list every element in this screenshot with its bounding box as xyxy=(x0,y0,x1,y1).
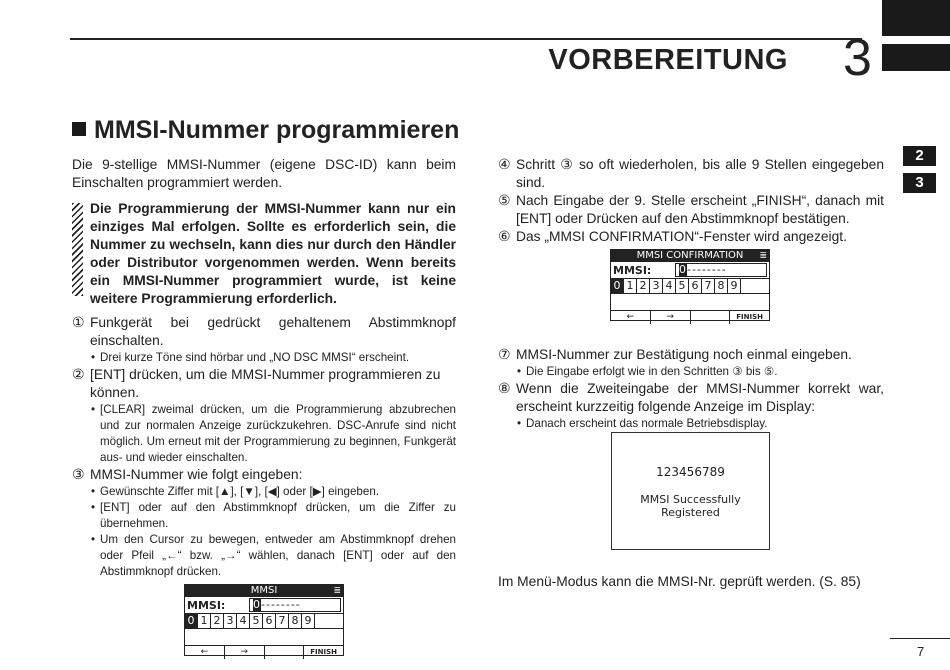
mmsi-value xyxy=(675,263,767,277)
mmsi-row xyxy=(611,262,769,279)
display-title: MMSI xyxy=(250,585,278,596)
step-4 xyxy=(498,156,884,192)
success-display xyxy=(611,432,770,550)
digit-key: 8 xyxy=(289,614,302,628)
side-tab-2: 2 xyxy=(903,146,936,166)
soft-key-empty xyxy=(691,311,731,324)
edge-mark xyxy=(882,44,950,71)
note-text: Drei kurze Töne sind hörbar und „NO DSC MMSI“ erscheint. xyxy=(100,351,410,364)
right-arrow-icon: → xyxy=(225,646,265,659)
step-text: Das „MMSI CONFIRMATION“-Fenster wird angezeigt. xyxy=(516,229,847,244)
soft-key-bar xyxy=(185,645,343,659)
step-note: • Drei kurze Töne sind hörbar und „NO DSC MMSI“ erscheint. xyxy=(91,351,410,364)
digit-key: 7 xyxy=(276,614,289,628)
step-number: ④ xyxy=(498,157,511,172)
step-text: Wenn die Zweiteingabe der MMSI-Nummer korrekt war, erscheint kurzzeitig folgende Anzeige im Display: xyxy=(516,381,884,414)
note-text: Um den Cursor zu bewegen, entweder am Abstimmknopf drehen oder Pfeil „←“ bzw. „→“ wählen, danach [ENT] oder auf den Abstimmknopf drücken. xyxy=(100,533,456,578)
step-note: • Die Eingabe erfolgt wie in den Schritten ③ bis ⑤. xyxy=(517,365,778,378)
step-5 xyxy=(498,192,884,228)
digit-key: 0 xyxy=(611,279,624,293)
menu-icon: ≣ xyxy=(759,251,767,261)
step-number: ⑦ xyxy=(498,347,511,362)
menu-mode-note: Im Menü-Modus kann die MMSI-Nr. geprüft werden. (S. 85) xyxy=(498,574,861,589)
side-tab-3: 3 xyxy=(903,173,936,193)
digit-key: 3 xyxy=(650,279,663,293)
step-8 xyxy=(498,380,884,416)
step-1 xyxy=(72,314,456,350)
step-note: • Um den Cursor zu bewegen, entweder am Abstimmknopf drehen oder Pfeil „←“ bzw. „→“ wählen, danach [ENT] oder auf den Abstimmknopf drücken. xyxy=(91,533,456,578)
step-text: Funkgerät bei gedrückt gehaltenem Abstimmknopf einschalten. xyxy=(90,315,456,348)
digit-selector xyxy=(185,614,343,629)
note-text: Danach erscheint das normale Betriebsdisplay. xyxy=(526,417,768,430)
digit-key: 1 xyxy=(198,614,211,628)
digit-key: 5 xyxy=(676,279,689,293)
display-title: MMSI CONFIRMATION xyxy=(636,250,744,261)
finish-softkey: FINISH xyxy=(310,648,337,656)
digit-key: 3 xyxy=(224,614,237,628)
left-arrow-icon: ← xyxy=(185,646,225,659)
mmsi-dashes: -------- xyxy=(261,598,301,611)
digit-key: 0 xyxy=(185,614,198,628)
step-note: • [ENT] oder auf den Abstimmknopf drücken, um die Ziffer zu übernehmen. xyxy=(91,501,456,530)
success-line-1: MMSI Successfully xyxy=(640,493,741,506)
digit-key: 8 xyxy=(715,279,728,293)
display-title-bar xyxy=(611,250,769,262)
step-note: • Gewünschte Ziffer mit [▲], [▼], [◀] oder [▶] eingeben. xyxy=(91,485,379,498)
mmsi-value xyxy=(249,598,341,612)
warning-box xyxy=(72,200,456,308)
soft-key-bar xyxy=(611,310,769,324)
cursor-digit: 0 xyxy=(253,598,261,611)
step-text: Nach Eingabe der 9. Stelle erscheint „FINISH“, danach mit [ENT] oder Drücken auf den Abstimmknopf bestätigen. xyxy=(516,193,884,226)
chapter-number: 3 xyxy=(843,29,872,87)
right-arrow-icon: → xyxy=(651,311,691,324)
step-number: ⑥ xyxy=(498,229,511,244)
caution-hatch-icon xyxy=(72,203,83,296)
edge-mark xyxy=(882,0,950,36)
menu-icon: ≣ xyxy=(333,586,341,596)
mmsi-label: MMSI: xyxy=(613,263,652,277)
digit-key: 9 xyxy=(728,279,741,293)
step-2 xyxy=(72,366,456,402)
digit-key: 7 xyxy=(702,279,715,293)
left-column xyxy=(72,156,456,580)
left-arrow-icon: ← xyxy=(611,311,651,324)
note-text: [ENT] oder auf den Abstimmknopf drücken, um die Ziffer zu übernehmen. xyxy=(100,501,456,530)
step-number: ⑧ xyxy=(498,381,511,396)
section-heading-text: MMSI-Nummer programmieren xyxy=(94,116,460,144)
page-number: 7 xyxy=(917,644,925,659)
success-line-2: Registered xyxy=(661,506,720,519)
step-text: Schritt ③ so oft wiederholen, bis alle 9 Stellen eingegeben sind. xyxy=(516,157,884,190)
header-rule xyxy=(70,38,862,40)
registered-number: 123456789 xyxy=(656,465,725,479)
warning-text: Die Programmierung der MMSI-Nummer kann nur ein einziges Mal erfolgen. Sollte es erforderlich sein, die Nummer zu wechseln, kann dies nur durch den Händler oder Distributor vorgenommen werden. Wenn bereits ein MMSI-Nummer programmiert wurde, ist keine weitere Programmierung erforderlich. xyxy=(90,201,456,306)
finish-softkey: FINISH xyxy=(736,313,763,321)
step-text: MMSI-Nummer zur Bestätigung noch einmal eingeben. xyxy=(516,347,852,362)
mmsi-dashes: -------- xyxy=(687,263,727,276)
display-blank-area xyxy=(185,629,343,645)
mmsi-row xyxy=(185,597,343,614)
digit-selector xyxy=(611,279,769,294)
step-number: ② xyxy=(72,367,85,382)
digit-key: 2 xyxy=(211,614,224,628)
intro-paragraph: Die 9-stellige MMSI-Nummer (eigene DSC-ID) kann beim Einschalten programmiert werden. xyxy=(72,157,456,190)
digit-key: 1 xyxy=(624,279,637,293)
step-number: ⑤ xyxy=(498,193,511,208)
step-number: ① xyxy=(72,315,85,330)
digit-key: 9 xyxy=(302,614,315,628)
digit-key: 6 xyxy=(689,279,702,293)
digit-key: 4 xyxy=(663,279,676,293)
digit-key: 4 xyxy=(237,614,250,628)
chapter-title: VORBEREITUNG xyxy=(548,44,788,76)
note-text: Gewünschte Ziffer mit [▲], [▼], [◀] oder [▶] eingeben. xyxy=(100,485,379,498)
step-6 xyxy=(498,228,884,246)
display-title-bar xyxy=(185,585,343,597)
square-bullet-icon xyxy=(72,122,86,136)
display-blank-area xyxy=(611,294,769,310)
step-note: • [CLEAR] zweimal drücken, um die Programmierung abzubrechen und zur normalen Anzeige zurückzukehren. DSC-Anrufe sind nicht möglich. Um erneut mit der Programmierung zu beginnen, Funkgerät aus- und wieder einschalten. xyxy=(91,403,456,464)
step-number: ③ xyxy=(72,467,85,482)
mmsi-confirmation-display xyxy=(610,249,770,321)
step-3 xyxy=(72,466,456,484)
note-text: [CLEAR] zweimal drücken, um die Programmierung abzubrechen und zur normalen Anzeige zurückzukehren. DSC-Anrufe sind nicht möglich. Um erneut mit der Programmierung zu beginnen, Funkgerät aus- und wieder einschalten. xyxy=(100,403,456,464)
mmsi-entry-display xyxy=(184,584,344,656)
digit-key: 5 xyxy=(250,614,263,628)
digit-key: 6 xyxy=(263,614,276,628)
footer-rule xyxy=(890,638,950,639)
soft-key-empty xyxy=(265,646,305,659)
step-text: MMSI-Nummer wie folgt eingeben: xyxy=(90,467,303,482)
mmsi-label: MMSI: xyxy=(187,598,226,612)
step-text: [ENT] drücken, um die MMSI-Nummer programmieren zu können. xyxy=(90,367,441,400)
digit-key: 2 xyxy=(637,279,650,293)
note-text: Die Eingabe erfolgt wie in den Schritten ③ bis ⑤. xyxy=(526,365,778,378)
step-7 xyxy=(498,346,884,364)
cursor-digit: 0 xyxy=(679,263,687,276)
step-note: • Danach erscheint das normale Betriebsdisplay. xyxy=(517,417,768,430)
section-heading xyxy=(72,116,459,145)
